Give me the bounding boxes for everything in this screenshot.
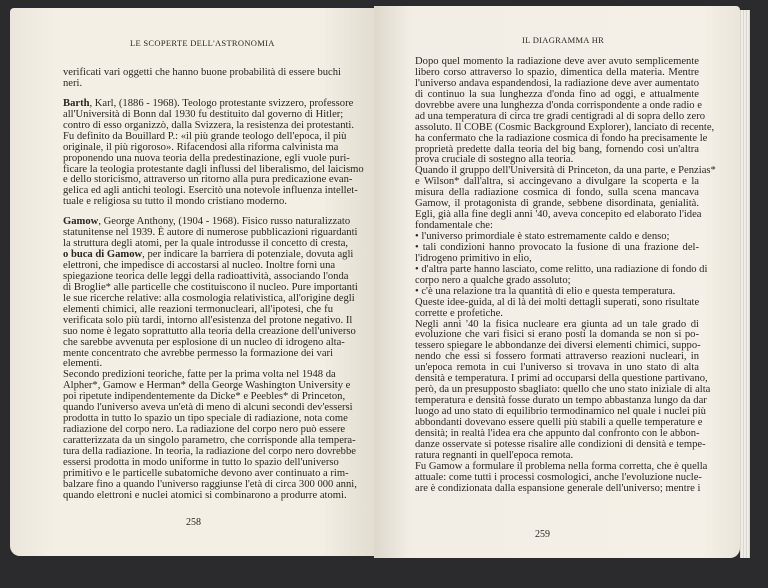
line-text: mente concentrato che avrebbe permesso la formazione dei vari <box>63 347 334 359</box>
line-text: nendo che essi si fossero formati attraverso reazioni nucleari, in <box>415 351 699 363</box>
line-text: attuale: come tutti i processi cosmologici, anche l'evoluzione nucle- <box>415 471 702 483</box>
line-text: un'epoca remota in cui l'universo si trovava in uno stato di alta <box>415 362 699 374</box>
line-text: e dello storicismo, attraverso un ritorno alla pura predicazione evan- <box>63 174 353 186</box>
line-text: elettroni, che impedisce di accostarsi al nucleo. Inoltre fornì una <box>63 260 336 271</box>
line-text: contro di esso organizzò, dalla Svizzera, la resistenza dei protestanti. <box>63 119 355 131</box>
page-edges <box>740 10 750 558</box>
line-text: neri. <box>63 77 83 89</box>
line-text: verificati vari oggetti che hanno buone probabilità di essere buchi <box>63 67 341 78</box>
running-head-right: IL DIAGRAMMA HR <box>522 35 605 45</box>
line-text: • c'è una relazione tra la quantità di elio e questa temperatura. <box>415 285 676 297</box>
line-text: quando elettroni e nuclei atomici si combinarono a produrre atomi. <box>63 489 347 501</box>
line-text: , per indicare la barriera di potenziale, dovuta agli <box>142 249 354 261</box>
line-text: radiazione del corpo nero. La radiazione del corpo nero può essere <box>63 424 346 436</box>
line-text: • tali condizioni hanno provocato la fusione di una frazione del- <box>415 241 699 253</box>
line-text: ad una temperatura di circa tre gradi centigradi al di sopra dello zero <box>415 110 706 122</box>
left-page-body <box>63 67 364 502</box>
line-text: Dopo quel momento la radiazione deve aver avuto semplicemente <box>415 56 699 67</box>
text-line <box>63 197 333 208</box>
line-text: elementi chimici, alle reazioni termonucleari, all'ipotesi, che fu <box>63 303 333 315</box>
page-number-right: 259 <box>535 529 550 540</box>
line-text: prova cruciale di sostegno alla teoria. <box>415 154 574 166</box>
line-text: abbondanti dovevano essere quelli più stabili a quelle temperature e <box>415 416 703 428</box>
text-line <box>63 67 341 79</box>
text-line <box>63 489 347 502</box>
line-text: Queste idee-guida, al di là dei molti dettagli superati, sono risultate <box>415 296 700 308</box>
line-text: essersi prodotta in modo uniforme in tutto lo spazio dell'universo <box>63 456 339 468</box>
text-line <box>63 349 333 360</box>
line-text: ha confermato che la radiazione cosmica di fondo ha precisamente le <box>415 132 708 144</box>
line-text: statunitense nel 1939. È autore di numerose pubblicazioni riguardanti <box>63 227 358 239</box>
line-text: corrette e profetiche. <box>415 307 503 319</box>
running-head-left: LE SCOPERTE DELL'ASTRONOMIA <box>130 38 275 48</box>
line-text: temperatura e densità fosse durato un tempo abbastanza lungo da dar <box>415 395 707 407</box>
line-text: densità e temperatura. I primi ad occuparsi della questione partivano, <box>415 373 708 385</box>
line-text: proponendo una nuova teoria della predestinazione, egli vuole puri- <box>63 152 350 164</box>
line-text: di Broglie* alle particelle che costituiscono il nucleo. Pure importanti <box>63 281 358 293</box>
line-text: • l'universo primordiale è stato estremamente caldo e denso; <box>415 231 670 242</box>
line-text: di continuo la sua lunghezza d'onda fino ad oggi, e attualmente <box>415 88 699 100</box>
line-text: danze osservate si potesse risalire alle condizioni di densità e tempe- <box>415 438 706 450</box>
line-text: Secondo predizioni teoriche, fatte per la prima volta nel 1948 da <box>63 369 336 381</box>
line-text: gelica ed agli antichi teologi. Esercitò una notevole influenza intellet- <box>63 185 358 197</box>
line-text: are è condizionata dalla espansione generale dell'universo; mentre i <box>415 482 701 494</box>
line-text: balzare fino a quando l'universo raggiunse l'età di circa 300 000 anni, <box>63 478 357 490</box>
entry-heading: Barth <box>63 97 90 109</box>
line-text: Quando il gruppo dell'Università di Princeton, da una parte, e Penzias* <box>415 165 716 177</box>
line-text: spiegazione teorica delle leggi della radioattività, associando l'onda <box>63 270 349 282</box>
line-text: fondamentale che: <box>415 220 493 232</box>
line-text: originale, il più rigoroso». Rifacendosi alla riforma calvinista ma <box>63 141 339 153</box>
line-text: all'Università di Bonn dal 1930 fu destituito dal governo di Hitler; <box>63 108 344 120</box>
line-text: le sue ricerche relative: alla cosmologia relativistica, all'origine degli <box>63 292 355 304</box>
line-text: proprietà predette dalla teoria del big bang, fornendo così un'altra <box>415 143 699 155</box>
line-text: quando l'universo aveva un'età di meno di alcuni secondi dev'essersi <box>63 402 353 414</box>
page-number-left: 258 <box>186 517 201 528</box>
line-text: libero corso attraverso lo spazio, dimentica della materia. Mentre <box>415 66 699 78</box>
line-text: • d'altra parte hanno lasciato, come relitto, una radiazione di fondo di <box>415 263 708 275</box>
line-text: , Karl, (1886 - 1968). Teologo protestante svizzero, professore <box>89 97 354 109</box>
line-text: tuale e religiosa su tutto il mondo cristiano moderno. <box>63 196 287 208</box>
line-text: elementi. <box>63 358 103 370</box>
line-text: primitivo e le particelle subatomiche devono aver continuato a rim- <box>63 467 349 479</box>
line-text: suo nome è legato soprattutto alla teoria della creazione dell'universo <box>63 325 356 337</box>
right-page <box>374 6 740 558</box>
right-page-body <box>415 56 716 495</box>
line-text: luogo ad uno stato di equilibrio termodinamico nel quale i nuclei più <box>415 406 706 417</box>
line-text: prodotta in tutto lo spazio un tipo speciale di radiazione, nota come <box>63 413 348 425</box>
line-text: l'universo andava espandendosi, la radiazione deve aver aumentato <box>415 77 699 89</box>
line-text: l'idrogeno primitivo in elio, <box>415 252 532 264</box>
line-text: tura della radiazione. In teoria, la radiazione del corpo nero dovrebbe <box>63 445 356 457</box>
line-text: la struttura degli atomi, per la quale introdusse il concetto di cresta, <box>63 238 349 250</box>
line-text: misura della radiazione cosmica di fondo, sulla scena mancava <box>415 187 699 199</box>
text-line <box>63 79 333 90</box>
line-text: Gamow, il protagonista di grande, sebbene disordinata, genialità. <box>415 198 699 210</box>
line-text: tessero spiegare le abbondanze dei diversi elementi chimici, suppo- <box>415 340 701 352</box>
line-text: caratterizzata da un singolo parametro, che corrisponde alla tempera- <box>63 435 356 446</box>
left-page <box>10 8 374 556</box>
line-text: densità; in realtà l'idea era che appunto dal confronto con le abbon- <box>415 427 700 439</box>
line-text: evoluzione che vari fisici si erano posti la domanda se non si po- <box>415 329 699 341</box>
line-text: ratura regnanti in quell'epoca remota. <box>415 449 574 461</box>
line-text: Fu definito da Bouillard P.: «il più grande teologo dell'epoca, il più <box>63 130 347 142</box>
line-text: dovrebbe avere una lunghezza d'onda corrispondente a onde radio e <box>415 99 702 111</box>
line-text: assoluto. Il COBE (Cosmic Background Explorer), lanciato di recente, <box>415 121 715 133</box>
line-text: e Wilson* dall'altra, si accingevano a divulgare la scoperta e la <box>415 176 699 188</box>
entry-heading: Gamow <box>63 216 99 228</box>
line-text: Negli anni '40 la fisica nucleare era giunta ad un tale grado di <box>415 318 699 330</box>
line-text: però, da un presupposto sbagliato: quello che uno stato iniziale di alta <box>415 384 711 396</box>
line-text: corpo nero a qualche grado assoluto; <box>415 274 571 286</box>
line-text: verificata solo più tardi, intorno all'esistenza del protone negativo. Il <box>63 314 353 326</box>
line-text: poi ripetute indipendentemente da Dicke* e Peebles* di Princeton, <box>63 391 346 403</box>
line-text: Alpher*, Gamow e Herman* della George Washington University e <box>63 380 351 392</box>
line-text: Egli, già alla fine degli anni '40, aveva concepito ed elaborato l'idea <box>415 209 702 221</box>
line-text: Fu Gamow a formulare il problema nella forma corretta, che è quella <box>415 460 708 472</box>
line-text: ficare la teologia protestante dagli influssi del liberalismo, del laicismo <box>63 163 364 175</box>
line-text: , George Anthony, (1904 - 1968). Fisico russo naturalizzato <box>98 216 351 228</box>
entry-heading: o buca di Gamow <box>63 249 143 261</box>
text-line <box>415 484 699 495</box>
line-text: che sarebbe avvenuta per esplosione di un nucleo di idrogeno alta- <box>63 336 345 348</box>
